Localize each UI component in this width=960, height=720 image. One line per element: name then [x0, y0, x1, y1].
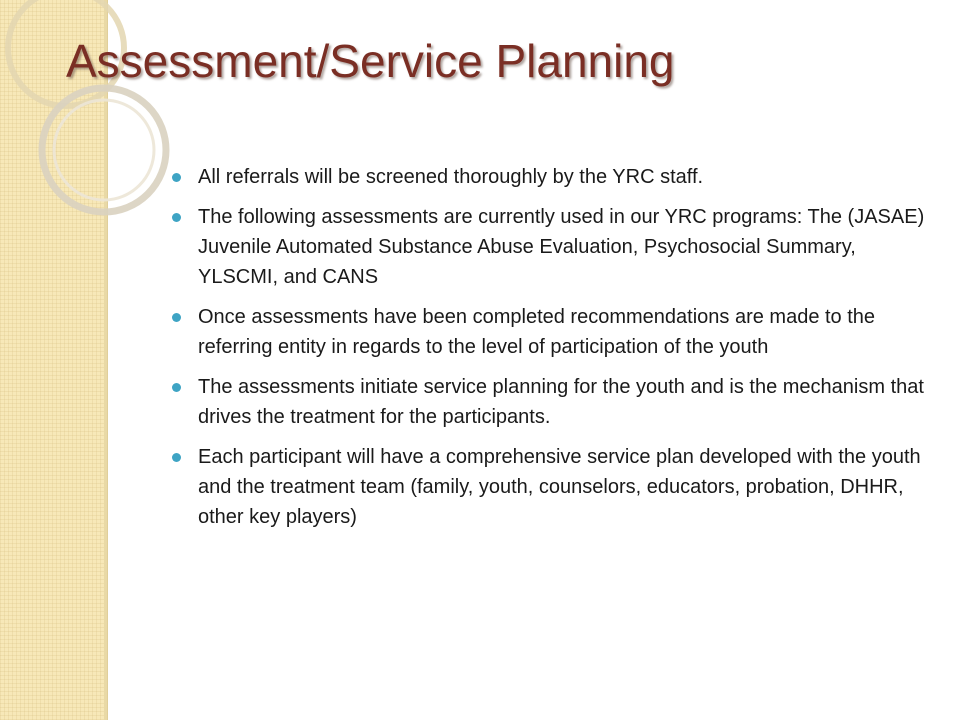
bullet-text: The assessments initiate service planning for the youth and is the mechanism that drives the treatment for the participants. [198, 376, 924, 428]
decorative-ring-small [42, 88, 166, 212]
bullet-item [172, 162, 932, 192]
bullet-dot-icon [172, 213, 181, 222]
bullet-dot-icon [172, 173, 181, 182]
bullet-dot-icon [172, 313, 181, 322]
bullet-item [172, 202, 932, 292]
bullet-item [172, 372, 932, 432]
bullet-item [172, 442, 932, 532]
slide-title: Assessment/Service Planning [66, 35, 675, 87]
bullet-text: Once assessments have been completed recommendations are made to the referring entity in regards to the level of participation of the youth [198, 306, 876, 358]
bullet-item [172, 302, 932, 362]
bullet-dot-icon [172, 453, 181, 462]
bullet-dot-icon [172, 383, 181, 392]
bullet-text: The following assessments are currently used in our YRC programs: The (JASAE) Juvenile Automated Substance Abuse Evaluation, Psychosocial Summary, YLSCMI, and CANS [198, 206, 925, 288]
bullet-list [172, 162, 932, 542]
bullet-text: All referrals will be screened thoroughly by the YRC staff. [198, 166, 704, 188]
bullet-text: Each participant will have a comprehensive service plan developed with the youth and the treatment team (family, youth, counselors, educators, probation, DHHR, other key players) [198, 446, 921, 528]
decorative-ring-inner [54, 100, 154, 200]
